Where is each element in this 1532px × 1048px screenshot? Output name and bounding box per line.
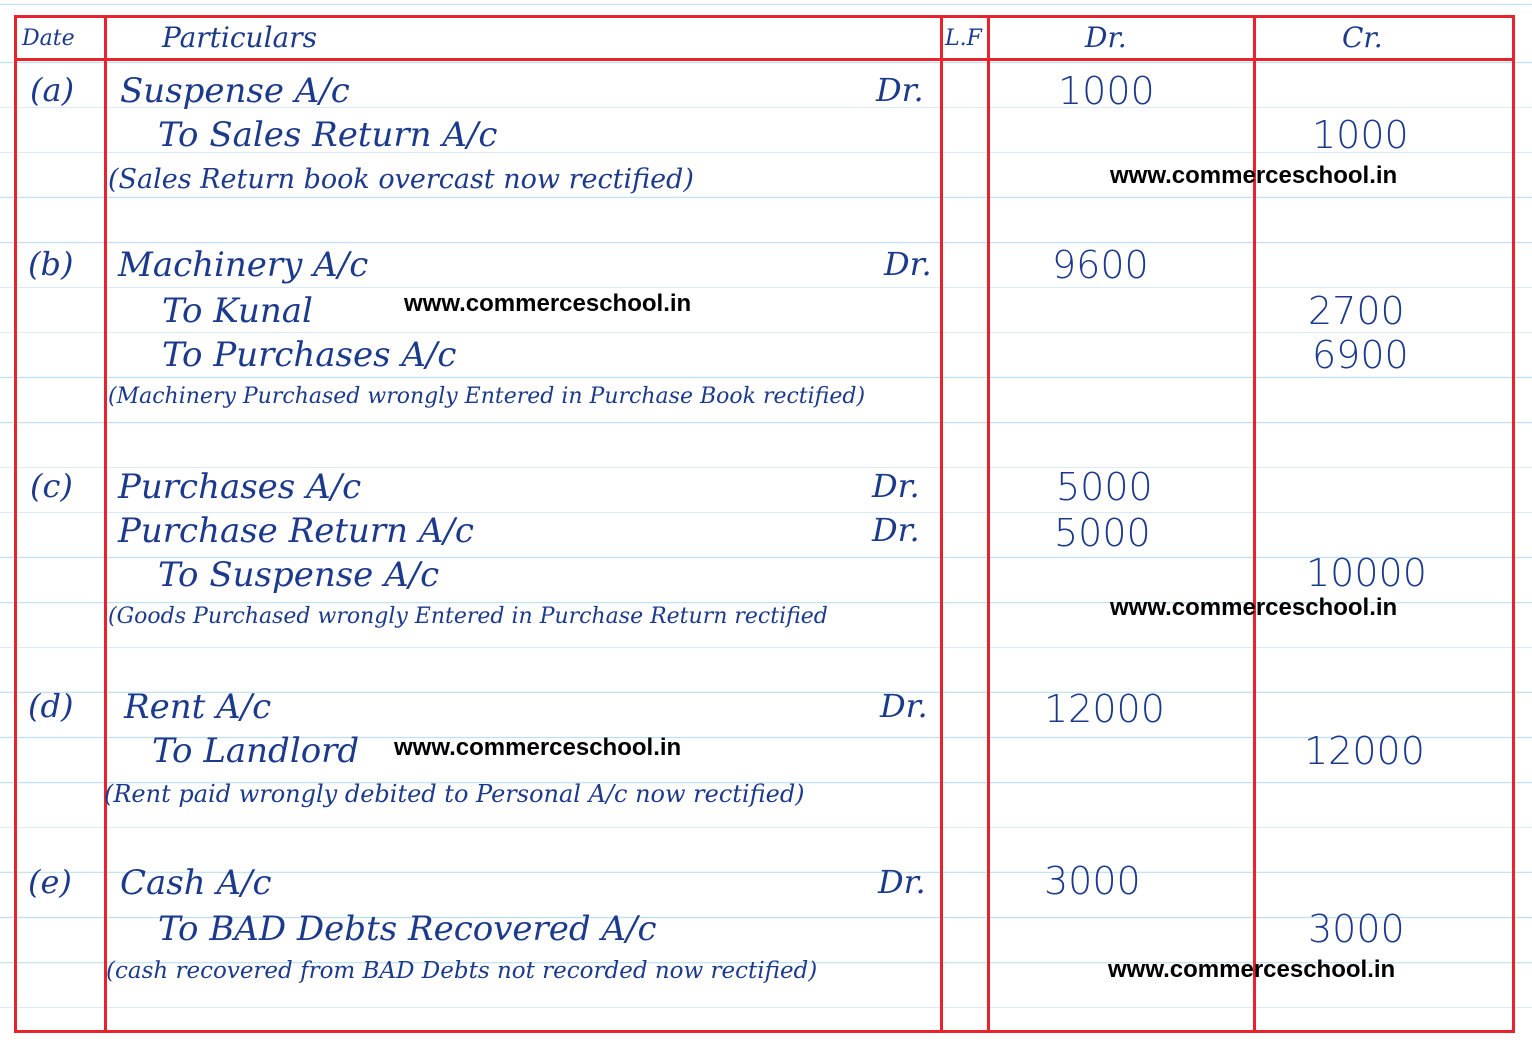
debit-account: Cash A/c: [120, 863, 272, 903]
narration: (Goods Purchased wrongly Entered in Purchase Return rectified: [108, 604, 828, 629]
dr-mark: Dr.: [878, 863, 926, 901]
header-dr: Dr.: [1085, 21, 1127, 54]
particulars-column-rule: [940, 15, 943, 1033]
date-column-rule: [104, 15, 107, 1033]
dr-mark: Dr.: [884, 245, 932, 283]
debit-account: Purchase Return A/c: [118, 511, 474, 551]
debit-amount: 5000: [1056, 465, 1153, 509]
header-date: Date: [22, 26, 75, 51]
entry-label: (a): [30, 71, 75, 109]
debit-amount: 1000: [1058, 69, 1155, 113]
lf-column-rule: [987, 15, 990, 1033]
debit-account: Suspense A/c: [120, 71, 350, 111]
narration: (Rent paid wrongly debited to Personal A/c now rectified): [104, 780, 805, 808]
credit-amount: 1000: [1312, 113, 1409, 157]
debit-amount: 9600: [1052, 243, 1149, 287]
header-rule: [14, 58, 1515, 61]
header-particulars: Particulars: [162, 21, 317, 54]
credit-amount: 6900: [1312, 333, 1409, 377]
debit-amount: 3000: [1044, 859, 1141, 903]
debit-account: Rent A/c: [124, 687, 272, 727]
narration: (Machinery Purchased wrongly Entered in Purchase Book rectified): [108, 384, 866, 409]
narration: (Sales Return book overcast now rectified): [108, 164, 694, 195]
debit-account: Purchases A/c: [118, 467, 362, 507]
credit-account: To Landlord: [152, 731, 360, 771]
entry-label: (b): [28, 245, 74, 283]
watermark: www.commerceschool.in: [1110, 162, 1398, 189]
credit-amount: 3000: [1308, 907, 1405, 951]
watermark: www.commerceschool.in: [394, 734, 682, 761]
credit-account: To Purchases A/c: [162, 335, 457, 375]
narration: (cash recovered from BAD Debts not recorded now rectified): [106, 958, 818, 984]
debit-account: Machinery A/c: [118, 245, 369, 285]
entry-label: (c): [30, 467, 73, 505]
credit-amount: 2700: [1308, 289, 1405, 333]
credit-amount: 10000: [1306, 551, 1427, 595]
debit-amount: 12000: [1044, 687, 1165, 731]
watermark: www.commerceschool.in: [1108, 956, 1396, 983]
watermark: www.commerceschool.in: [1110, 594, 1398, 621]
watermark: www.commerceschool.in: [404, 290, 692, 317]
entry-label: (e): [28, 863, 72, 901]
credit-account: To BAD Debts Recovered A/c: [158, 909, 657, 949]
dr-mark: Dr.: [872, 511, 920, 549]
credit-account: To Sales Return A/c: [158, 115, 498, 155]
dr-mark: Dr.: [880, 687, 928, 725]
debit-amount: 5000: [1054, 511, 1151, 555]
credit-account: To Suspense A/c: [158, 555, 440, 595]
dr-mark: Dr.: [876, 71, 924, 109]
header-cr: Cr.: [1342, 21, 1383, 54]
entry-label: (d): [28, 687, 74, 725]
credit-account: To Kunal: [162, 291, 313, 331]
dr-mark: Dr.: [872, 467, 920, 505]
header-lf: L.F: [945, 26, 982, 51]
credit-amount: 12000: [1304, 729, 1425, 773]
